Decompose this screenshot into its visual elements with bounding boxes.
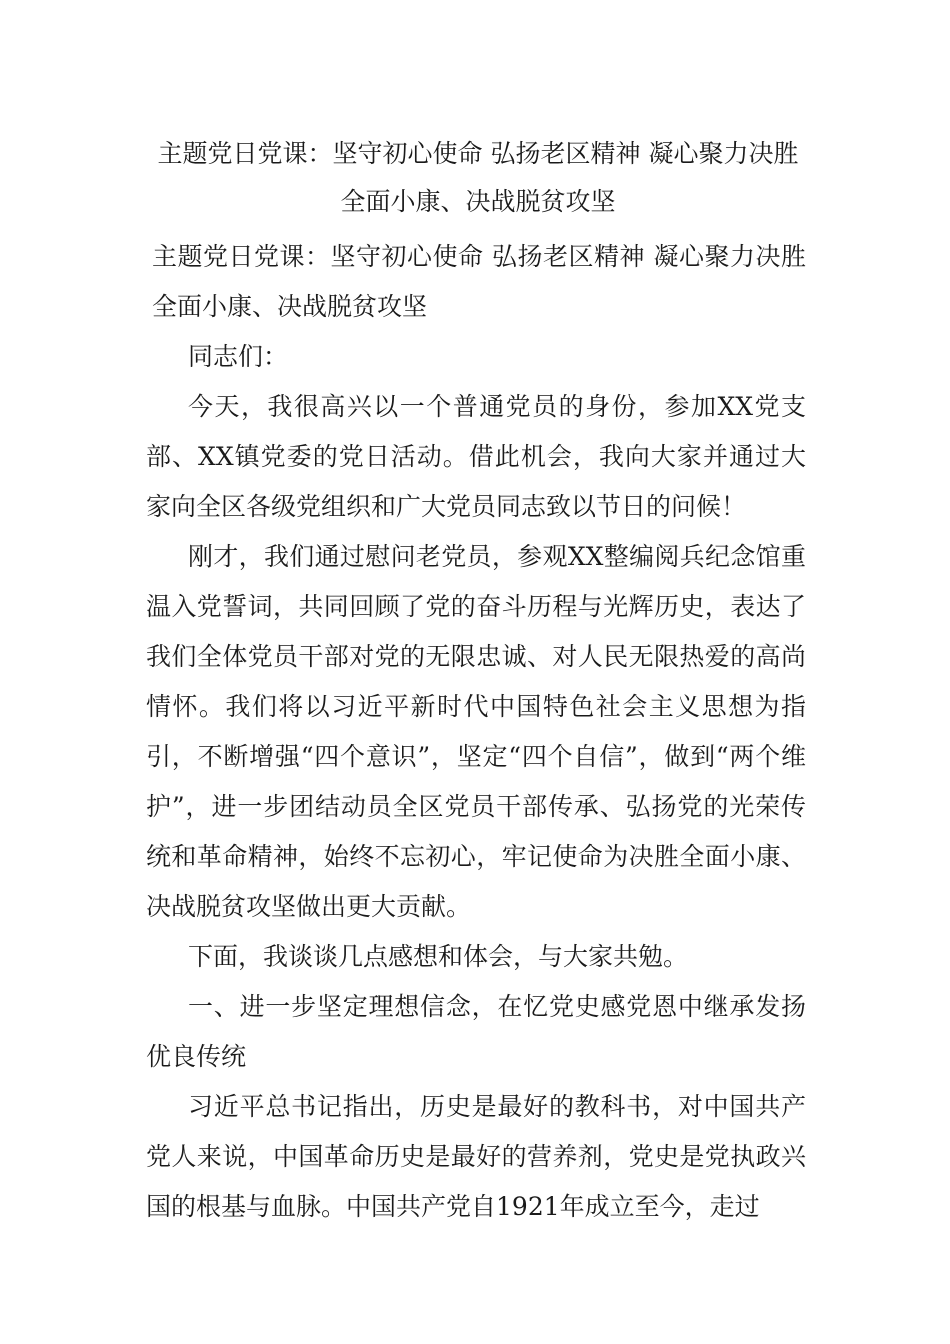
paragraph-1: 今天，我很高兴以一个普通党员的身份，参加XX党支部、XX镇党委的党日活动。借此机会，我向大家并通过大家向全区各级党组织和广大党员同志致以节日的问候！ (146, 392, 806, 521)
section-1-heading: 一、进一步坚定理想信念，在忆党史感党恩中继承发扬优良传统 (146, 992, 806, 1071)
document-body (146, 232, 806, 1232)
paragraph-2: 刚才，我们通过慰问老党员，参观XX整编阅兵纪念馆重温入党誓词，共同回顾了党的奋斗历程与光辉历史，表达了我们全体党员干部对党的无限忠诚、对人民无限热爱的高尚情怀。我们将以习近平新时代中国特色社会主义思想为指引，不断增强“四个意识”，坚定“四个自信”，做到“两个维护”，进一步团结动员全区党员干部传承、弘扬党的光荣传统和革命精神，始终不忘初心，牢记使命为决胜全面小康、决战脱贫攻坚做出更大贡献。 (146, 542, 806, 921)
greeting: 同志们： (188, 342, 289, 371)
subtitle-repeat: 主题党日党课：坚守初心使命 弘扬老区精神 凝心聚力决胜全面小康、决战脱贫攻坚 (152, 242, 806, 321)
paragraph-3: 下面，我谈谈几点感想和体会，与大家共勉。 (188, 942, 689, 971)
section-1-paragraph: 习近平总书记指出，历史是最好的教科书，对中国共产党人来说，中国革命历史是最好的营养剂，党史是党执政兴国的根基与血脉。中国共产党自1921年成立至今，走过 (146, 1092, 806, 1221)
document-title: 主题党日党课：坚守初心使命 弘扬老区精神 凝心聚力决胜全面小康、决战脱贫攻坚 (157, 139, 799, 216)
